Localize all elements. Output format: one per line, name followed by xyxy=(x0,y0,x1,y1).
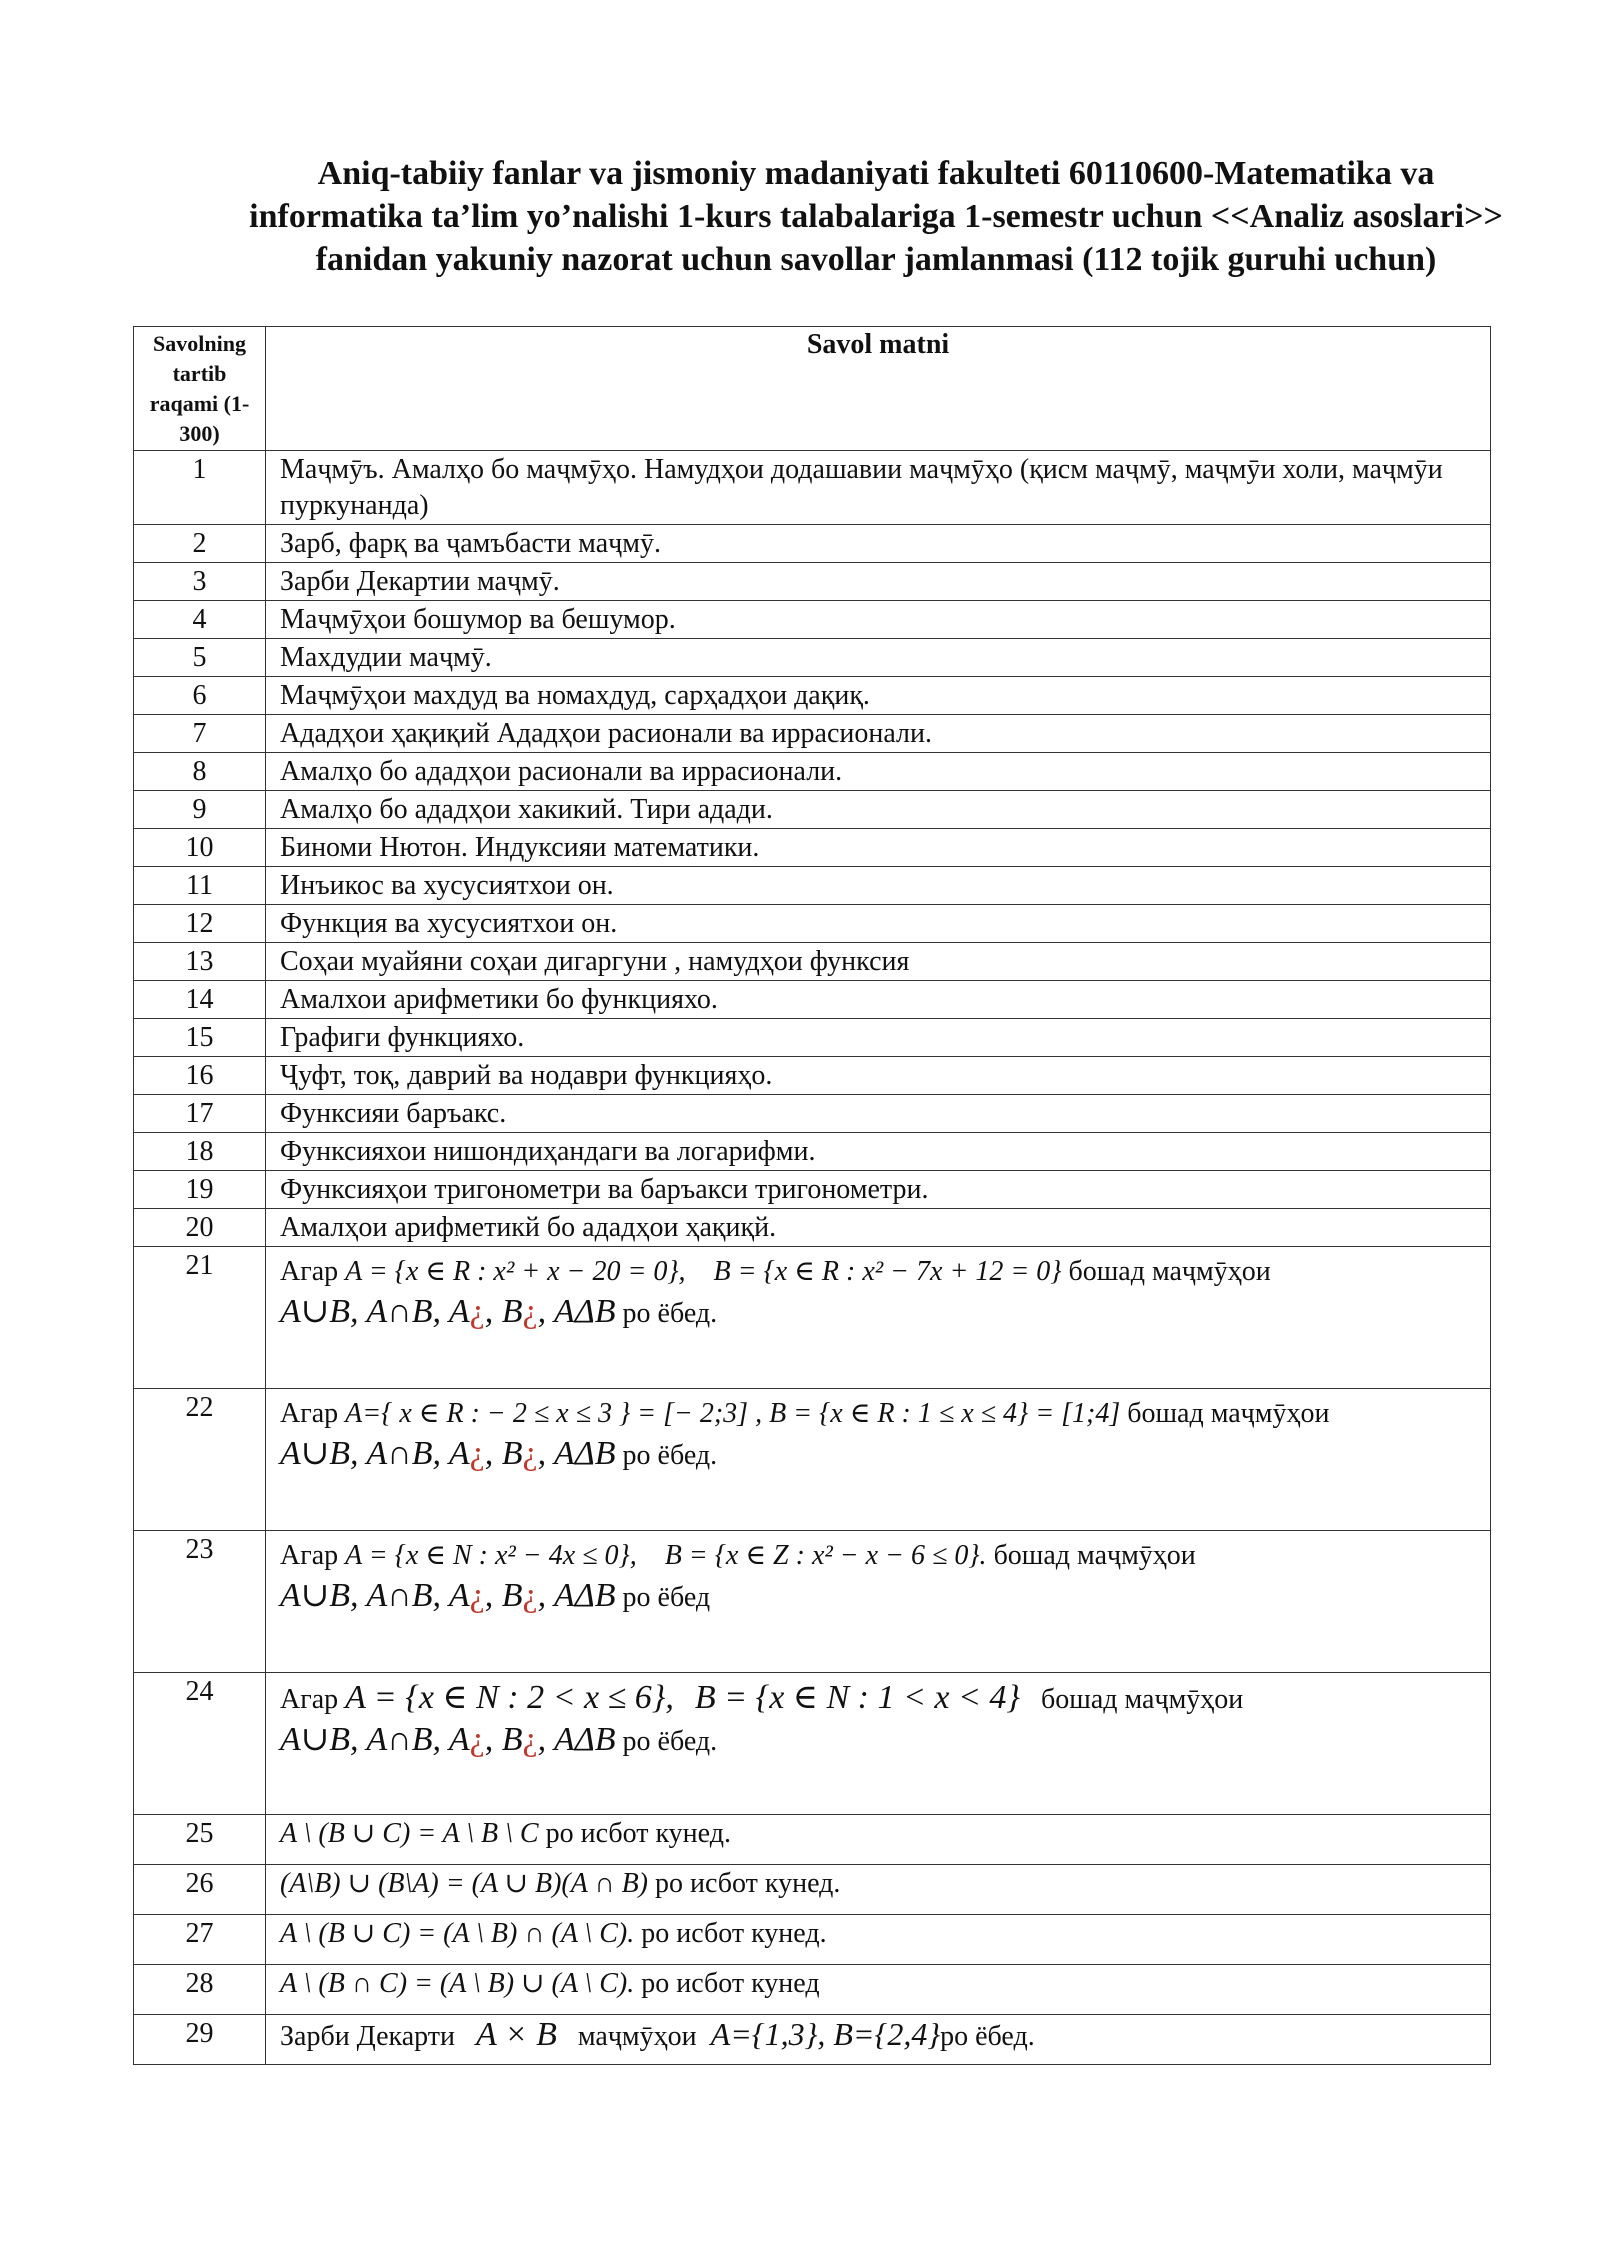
set-b-formula: B = {x ∈ R : x² − 7x + 12 = 0} xyxy=(713,1256,1062,1287)
table-row xyxy=(134,943,1491,981)
table-row xyxy=(134,563,1491,601)
question-text: Ададҳои ҳақиқий Ададҳои расионали ва иррасионали. xyxy=(266,715,1491,753)
formula: (A\B) ∪ (B\A) = (A ∪ B)(A ∩ B) xyxy=(280,1868,649,1899)
question-text: Функсияхои нишондиҳандаги ва логарифми. xyxy=(266,1133,1491,1171)
table-row xyxy=(134,1673,1491,1815)
question-word: Агар xyxy=(280,1684,339,1715)
table-row xyxy=(134,753,1491,791)
question-text-tail: бошад маҷмӯҳои xyxy=(1068,1256,1271,1287)
question-number: 26 xyxy=(134,1865,266,1915)
question-number: 10 xyxy=(134,829,266,867)
question-text: Зарби Декартии маҷмӯ. xyxy=(266,563,1491,601)
question-number: 7 xyxy=(134,715,266,753)
set-b-formula: B = {x ∈ Z : x² − x − 6 ≤ 0}. xyxy=(664,1540,987,1571)
set-a-formula: A = {x ∈ N : x² − 4x ≤ 0}, xyxy=(345,1540,637,1571)
question-text-end: ро ёбед. xyxy=(940,2021,1035,2052)
table-row xyxy=(134,1915,1491,1965)
table-row xyxy=(134,525,1491,563)
table-row xyxy=(134,601,1491,639)
set-operations-formula: A∪B, A∩B, A¿, B¿, AΔB xyxy=(280,1577,616,1614)
question-number: 17 xyxy=(134,1095,266,1133)
question-text: Инъикос ва хусусиятхои он. xyxy=(266,867,1491,905)
formula: A \ (B ∪ C) = A \ B \ C xyxy=(280,1818,539,1849)
question-text-end: ро ёбед. xyxy=(622,1298,718,1329)
table-row xyxy=(134,829,1491,867)
question-text: Функция ва хусусиятхои он. xyxy=(266,905,1491,943)
question-number: 15 xyxy=(134,1019,266,1057)
question-text: Ҷуфт, тоқ, даврий ва нодаври функцияҳо. xyxy=(266,1057,1491,1095)
table-row xyxy=(134,1965,1491,2015)
question-number: 14 xyxy=(134,981,266,1019)
formula: A \ (B ∩ C) = (A \ B) ∪ (A \ C). xyxy=(280,1968,635,1999)
table-row xyxy=(134,1815,1491,1865)
question-number: 12 xyxy=(134,905,266,943)
set-operations-formula: A∪B, A∩B, A¿, B¿, AΔB xyxy=(280,1293,616,1330)
question-number: 25 xyxy=(134,1815,266,1865)
set-a-formula: A = {x ∈ R : x² + x − 20 = 0}, xyxy=(345,1256,686,1287)
exercise-rows xyxy=(134,1247,1491,2065)
table-row xyxy=(134,905,1491,943)
question-number: 16 xyxy=(134,1057,266,1095)
question-text-end: ро исбот кунед. xyxy=(641,1918,827,1949)
question-text xyxy=(266,1673,1491,1815)
set-operations-formula: A∪B, A∩B, A¿, B¿, AΔB xyxy=(280,1435,616,1472)
question-text-tail: бошад маҷмӯҳои xyxy=(1041,1684,1244,1715)
question-text-end: ро ёбед xyxy=(622,1582,711,1613)
table-row xyxy=(134,791,1491,829)
question-number: 4 xyxy=(134,601,266,639)
question-text-end: ро исбот кунед xyxy=(641,1968,820,1999)
question-number: 18 xyxy=(134,1133,266,1171)
question-number: 13 xyxy=(134,943,266,981)
formula: A \ (B ∪ C) = (A \ B) ∩ (A \ C). xyxy=(280,1918,635,1949)
table-row xyxy=(134,1171,1491,1209)
set-b-formula: B = {x ∈ R : 1 ≤ x ≤ 4} = [1;4] xyxy=(769,1398,1121,1429)
question-word: Агар xyxy=(280,1540,339,1571)
question-text-end: ро исбот кунед. xyxy=(545,1818,731,1849)
table-row xyxy=(134,677,1491,715)
table-row xyxy=(134,1389,1491,1531)
set-a-formula: A={ x ∈ R : − 2 ≤ x ≤ 3 } = [− 2;3] , xyxy=(345,1398,763,1429)
question-number: 24 xyxy=(134,1673,266,1815)
question-text: Амалхои арифметики бо функцияхо. xyxy=(266,981,1491,1019)
table-row xyxy=(134,639,1491,677)
question-number: 29 xyxy=(134,2015,266,2065)
table-row xyxy=(134,451,1491,525)
question-text: Амалҳои арифметикй бо ададҳои ҳақиқй. xyxy=(266,1209,1491,1247)
question-number: 1 xyxy=(134,451,266,525)
set-b-formula: B = {x ∈ N : 1 < x < 4} xyxy=(694,1679,1021,1716)
question-number: 22 xyxy=(134,1389,266,1531)
question-text: Маҷмӯҳои бошумор ва бешумор. xyxy=(266,601,1491,639)
question-text: Соҳаи муайяни соҳаи дигаргуни , намудҳои функсия xyxy=(266,943,1491,981)
column-header-question: Savol matni xyxy=(266,327,1491,451)
question-number: 6 xyxy=(134,677,266,715)
question-text: Маҷмӯҳои махдуд ва номахдуд, сарҳадҳои дақиқ. xyxy=(266,677,1491,715)
table-row xyxy=(134,1865,1491,1915)
question-text: Амалҳо бо ададҳои хакикий. Тири адади. xyxy=(266,791,1491,829)
question-text xyxy=(266,1247,1491,1389)
column-header-number: Savolning tartib raqami (1-300) xyxy=(134,327,266,451)
table-row xyxy=(134,1095,1491,1133)
questions-table xyxy=(133,326,1491,2065)
question-number: 5 xyxy=(134,639,266,677)
table-row xyxy=(134,715,1491,753)
question-number: 8 xyxy=(134,753,266,791)
question-number: 19 xyxy=(134,1171,266,1209)
question-text-end: ро ёбед. xyxy=(622,1726,718,1757)
question-word: Агар xyxy=(280,1398,339,1429)
question-text: Функсияҳои тригонометри ва баръакси тригонометри. xyxy=(266,1171,1491,1209)
table-row xyxy=(134,1019,1491,1057)
page-title: Aniq-tabiiy fanlar va jismoniy madaniyati fakulteti 60110600-Matematika va informatika ta’lim yo’nalishi 1-kurs talabalariga 1-semestr uchun <<Analiz asoslari>> fanidan yakuniy nazorat uchun savollar jamlanmasi (112 tojik guruhi uchun) xyxy=(249,155,1503,278)
question-text-tail: бошад маҷмӯҳои xyxy=(1127,1398,1330,1429)
table-row xyxy=(134,1057,1491,1095)
question-word: Агар xyxy=(280,1256,339,1287)
set-a-formula: A = {x ∈ N : 2 < x ≤ 6}, xyxy=(345,1679,674,1716)
question-text xyxy=(266,1389,1491,1531)
question-number: 3 xyxy=(134,563,266,601)
question-text: Функсияи баръакс. xyxy=(266,1095,1491,1133)
question-text xyxy=(266,1965,1491,2015)
question-text xyxy=(266,1531,1491,1673)
question-text-start: Зарби Декарти xyxy=(280,2021,456,2052)
table-row xyxy=(134,1247,1491,1389)
question-text: Махдудии маҷмӯ. xyxy=(266,639,1491,677)
question-text xyxy=(266,2015,1491,2065)
question-text: Графиги функцияхо. xyxy=(266,1019,1491,1057)
table-row xyxy=(134,1209,1491,1247)
question-text xyxy=(266,1915,1491,1965)
question-text-end: ро ёбед. xyxy=(622,1440,718,1471)
question-number: 11 xyxy=(134,867,266,905)
question-text: Биноми Нютон. Индуксияи математики. xyxy=(266,829,1491,867)
question-text xyxy=(266,1865,1491,1915)
question-number: 28 xyxy=(134,1965,266,2015)
question-number: 9 xyxy=(134,791,266,829)
question-text: Амалҳо бо ададҳои расионали ва иррасионали. xyxy=(266,753,1491,791)
question-number: 21 xyxy=(134,1247,266,1389)
formula: A={1,3}, B={2,4} xyxy=(710,2016,941,2052)
table-row xyxy=(134,867,1491,905)
formula: A × B xyxy=(476,2016,557,2053)
question-text-tail: бошад маҷмӯҳои xyxy=(993,1540,1196,1571)
question-number: 27 xyxy=(134,1915,266,1965)
question-text-end: ро исбот кунед. xyxy=(655,1868,841,1899)
question-text xyxy=(266,1815,1491,1865)
question-number: 23 xyxy=(134,1531,266,1673)
question-text: Маҷмӯъ. Амалҳо бо маҷмӯҳо. Намудҳои додашавии маҷмӯҳо (қисм маҷмӯ, маҷмӯи холи, маҷмӯи пуркунанда) xyxy=(266,451,1491,525)
table-row xyxy=(134,981,1491,1019)
question-number: 20 xyxy=(134,1209,266,1247)
question-text-middle: маҷмӯҳои xyxy=(577,2021,697,2052)
table-row xyxy=(134,1531,1491,1673)
table-row xyxy=(134,2015,1491,2065)
question-number: 2 xyxy=(134,525,266,563)
set-operations-formula: A∪B, A∩B, A¿, B¿, AΔB xyxy=(280,1721,616,1758)
table-row xyxy=(134,1133,1491,1171)
question-text: Зарб, фарқ ва ҷамъбасти маҷмӯ. xyxy=(266,525,1491,563)
simple-rows xyxy=(134,451,1491,1247)
